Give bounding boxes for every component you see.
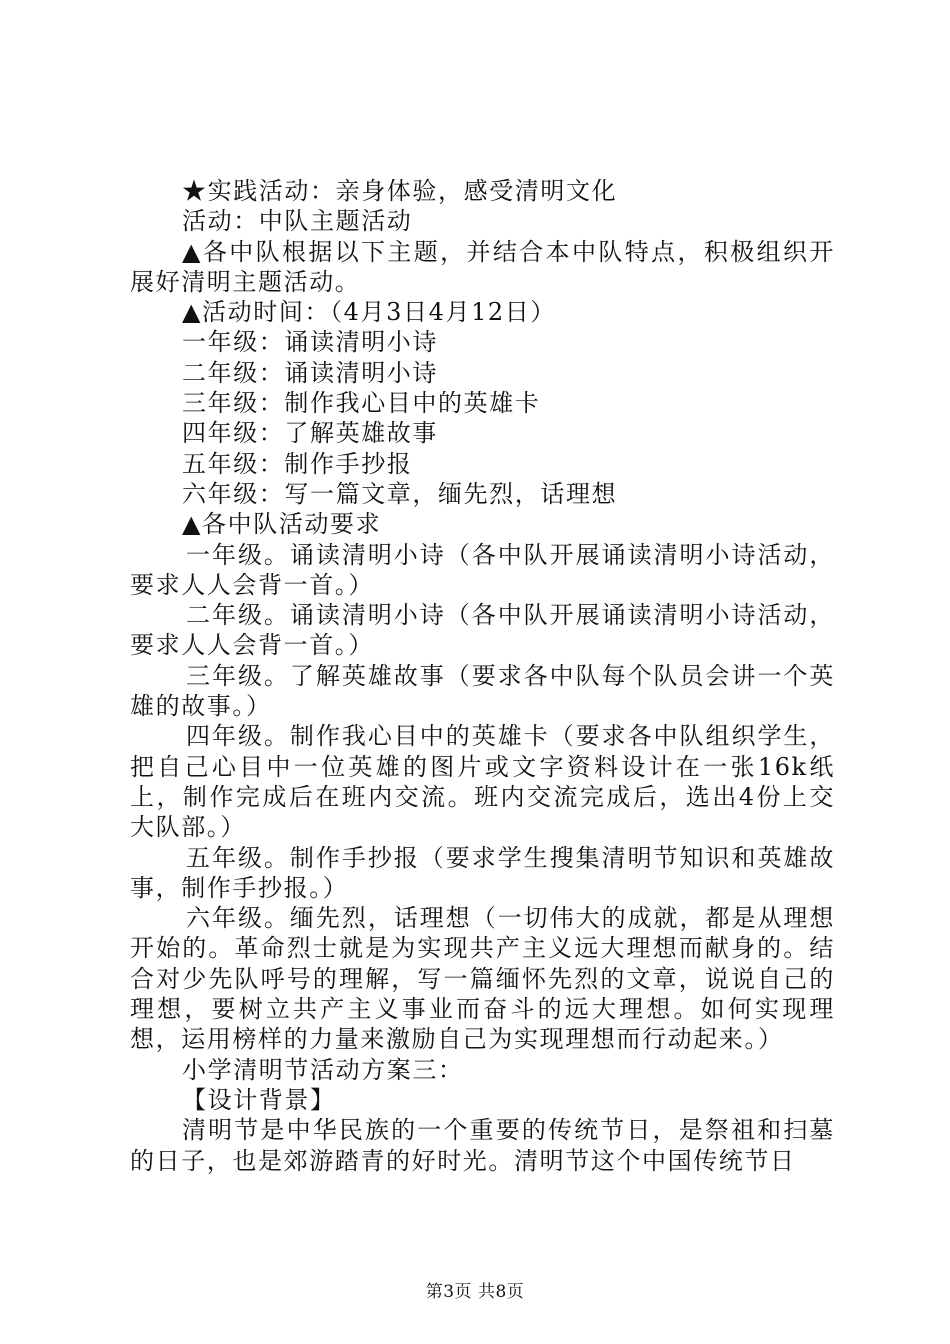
design-background-paragraph: 清明节是中华民族的一个重要的传统节日，是祭祖和扫墓的日子，也是郊游踏青的好时光。清明节这个中国传统节日 [130, 1116, 835, 1175]
paragraph-themes: ▲各中队根据以下主题，并结合本中队特点，积极组织开展好清明主题活动。 [130, 237, 835, 296]
plan-three-heading: 小学清明节活动方案三： [182, 1055, 464, 1084]
grade-6-requirement: 六年级。缅先烈，话理想（一切伟大的成就，都是从理想开始的。革命烈士就是为实现共产主义远大理想而献身的。结合对少先队呼号的理解，写一篇缅怀先烈的文章，说说自己的理想，要树立共产主义事业而奋斗的远大理想。如何实现理想，运用榜样的力量来激励自己为实现理想而行动起来。） [130, 904, 835, 1054]
requirements-heading: ▲各中队活动要求 [182, 510, 382, 539]
grade-6-theme: 六年级：写一篇文章，缅先烈，话理想 [182, 479, 618, 508]
document-body [130, 176, 835, 1176]
grade-1-theme: 一年级：诵读清明小诗 [182, 328, 438, 357]
grade-2-theme: 二年级：诵读清明小诗 [182, 358, 438, 387]
design-background-heading: 【设计背景】 [182, 1085, 336, 1114]
grade-4-theme: 四年级：了解英雄故事 [182, 419, 438, 448]
page-indicator: 第3页 共8页 [425, 1282, 525, 1302]
activity-line: 活动：中队主题活动 [182, 207, 413, 236]
grade-2-requirement: 二年级。诵读清明小诗（各中队开展诵读清明小诗活动，要求人人会背一首。） [130, 601, 835, 660]
activity-time: ▲活动时间：（4月3日4月12日） [182, 298, 557, 327]
section-heading-practice: ★实践活动：亲身体验，感受清明文化 [182, 177, 618, 205]
grade-1-requirement: 一年级。诵读清明小诗（各中队开展诵读清明小诗活动，要求人人会背一首。） [130, 540, 835, 599]
grade-3-requirement: 三年级。了解英雄故事（要求各中队每个队员会讲一个英雄的故事。） [130, 661, 835, 721]
grade-5-theme: 五年级：制作手抄报 [182, 449, 413, 478]
grade-3-theme: 三年级：制作我心目中的英雄卡 [182, 389, 541, 418]
grade-5-requirement: 五年级。制作手抄报（要求学生搜集清明节知识和英雄故事，制作手抄报。） [130, 843, 835, 902]
grade-4-requirement: 四年级。制作我心目中的英雄卡（要求各中队组织学生，把自己心目中一位英雄的图片或文字资料设计在一张16k纸上，制作完成后在班内交流。班内交流完成后，选出4份上交大队部。） [130, 722, 835, 842]
